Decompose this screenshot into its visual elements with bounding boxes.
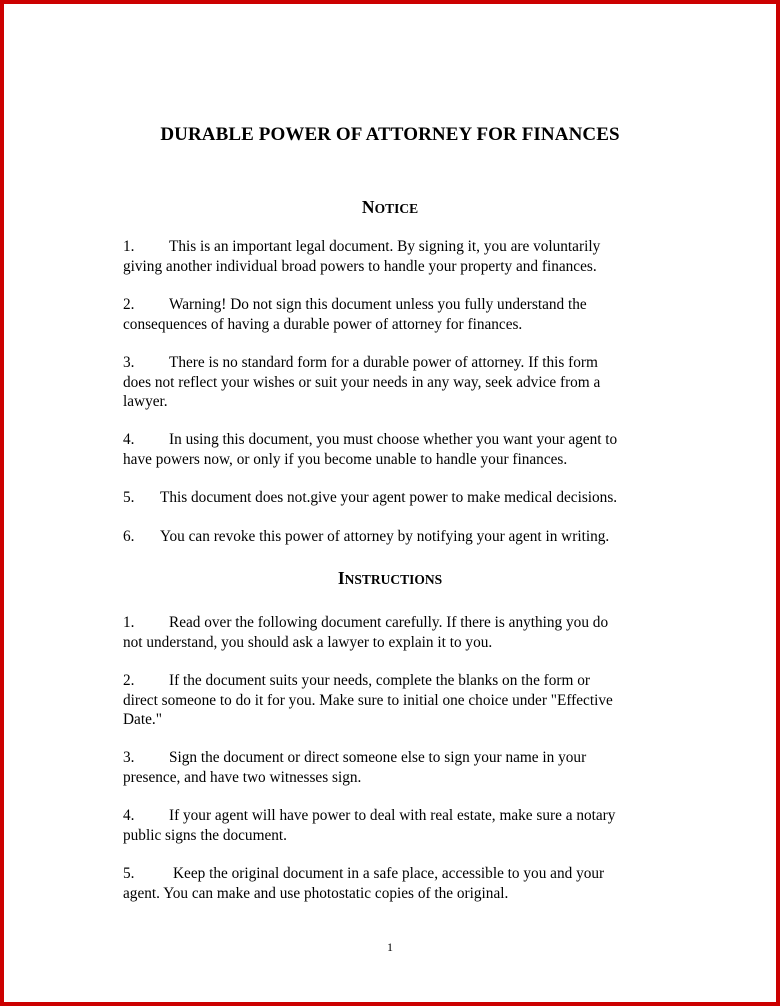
item-text-continued: direct someone to do it for you. Make sure to initial one choice under "Effective	[123, 691, 613, 709]
item-number: 6.	[123, 528, 135, 545]
document-title: DURABLE POWER OF ATTORNEY FOR FINANCES	[160, 124, 620, 145]
item-text-continued: presence, and have two witnesses sign.	[123, 768, 362, 786]
instructions-heading-rest: NSTRUCTIONS	[344, 572, 443, 587]
item-text: There is no standard form for a durable power of attorney. If this form	[169, 354, 598, 371]
item-text: In using this document, you must choose whether you want your agent to	[169, 431, 618, 448]
notice-heading-initial: N	[361, 197, 375, 217]
item-text: If your agent will have power to deal with real estate, make sure a notary	[169, 807, 616, 824]
item-text: If the document suits your needs, complete the blanks on the form or	[169, 672, 590, 689]
item-text: This is an important legal document. By signing it, you are voluntarily	[169, 238, 601, 255]
item-number: 2.	[123, 672, 135, 689]
item-number: 2.	[123, 296, 135, 313]
item-number: 3.	[123, 749, 135, 766]
item-text-continued: giving another individual broad powers to handle your property and finances.	[123, 257, 597, 275]
item-number: 1.	[123, 238, 135, 255]
item-text-continued: have powers now, or only if you become unable to handle your finances.	[123, 450, 568, 468]
item-number: 3.	[123, 354, 135, 371]
item-number: 4.	[123, 807, 135, 824]
instructions-heading-initial: I	[337, 568, 345, 588]
item-number: 4.	[123, 431, 135, 448]
item-text: Read over the following document carefully. If there is anything you do	[169, 614, 609, 631]
item-text-continued-2: Date."	[123, 711, 162, 728]
item-number: 5.	[123, 865, 135, 882]
item-text-continued-2: lawyer.	[123, 393, 168, 410]
item-text: Keep the original document in a safe place, accessible to you and your	[173, 865, 605, 882]
item-text-continued: does not reflect your wishes or suit your needs in any way, seek advice from a	[123, 373, 601, 391]
item-text: Sign the document or direct someone else to sign your name in your	[169, 749, 587, 766]
page-number: 1	[387, 940, 393, 954]
item-number: 1.	[123, 614, 135, 631]
item-text-continued: agent. You can make and use photostatic copies of the original.	[123, 884, 509, 902]
item-text-continued: consequences of having a durable power of attorney for finances.	[123, 315, 523, 333]
item-text-continued: public signs the document.	[123, 826, 287, 844]
item-text-continued: not understand, you should ask a lawyer to explain it to you.	[123, 633, 493, 651]
item-number: 5.	[123, 489, 135, 506]
notice-heading-rest: OTICE	[374, 201, 419, 216]
item-text: This document does not.give your agent power to make medical decisions.	[160, 489, 618, 506]
item-text: Warning! Do not sign this document unless you fully understand the	[169, 296, 587, 313]
item-text: You can revoke this power of attorney by notifying your agent in writing.	[160, 528, 610, 545]
